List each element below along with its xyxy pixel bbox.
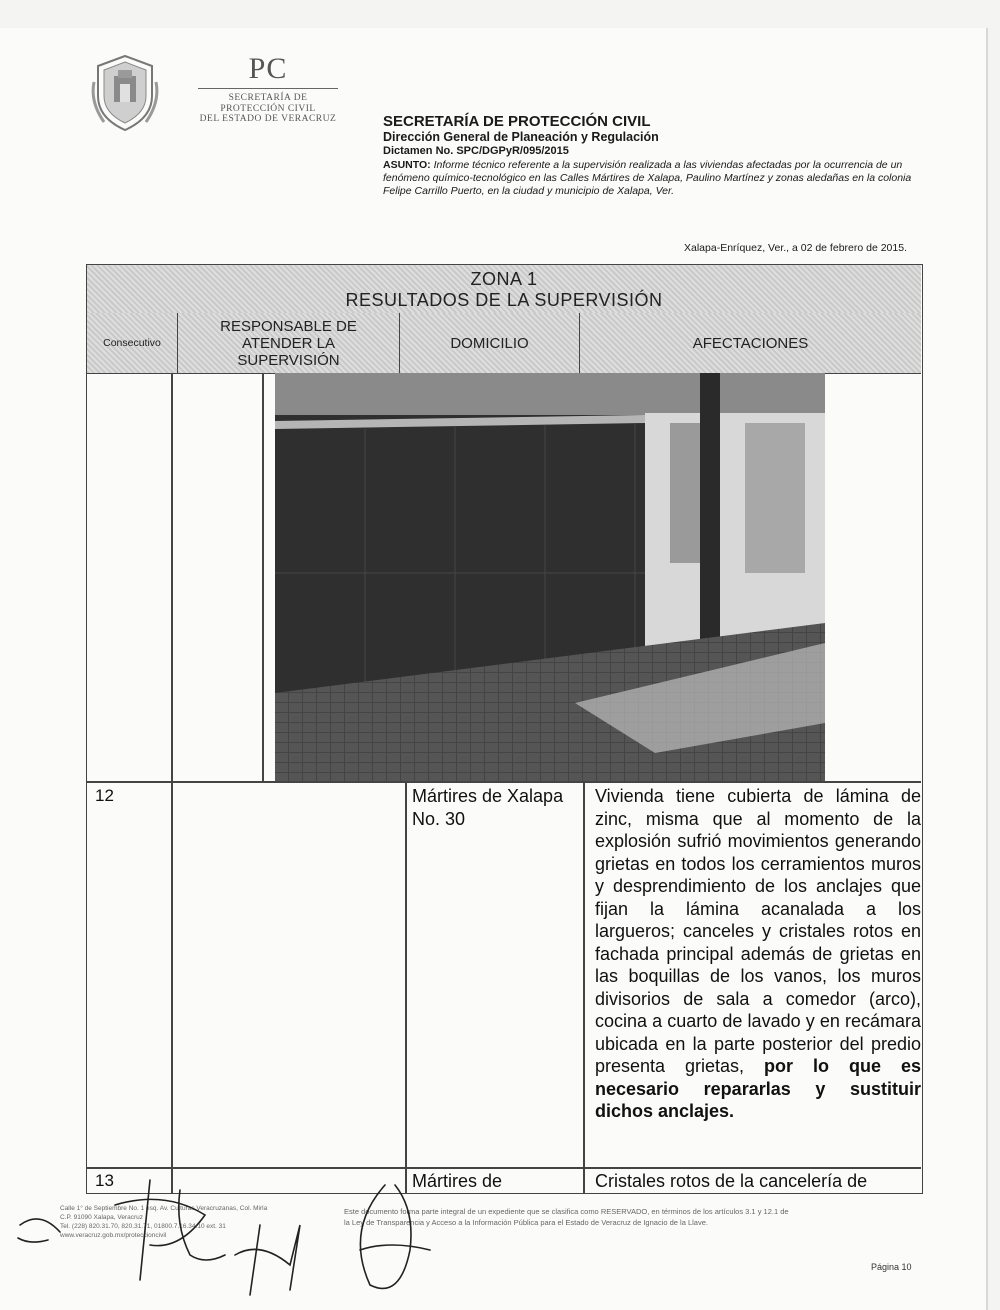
zona-title: ZONA 1 (470, 269, 538, 289)
col-consecutivo: Consecutivo (87, 313, 178, 373)
asunto-paragraph (383, 159, 923, 198)
col-domicilio: DOMICILIO (400, 313, 580, 373)
results-subtitle: RESULTADOS DE LA SUPERVISIÓN (345, 290, 663, 310)
footer-address-line: C.P. 91090 Xalapa, Veracruz (60, 1214, 143, 1221)
row-12-domicilio: Mártires de Xalapa No. 30 (412, 786, 564, 829)
results-table (86, 264, 923, 1194)
row-13-domicilio: Mártires de (412, 1171, 503, 1191)
dictamen-number: Dictamen No. SPC/DGPyR/095/2015 (383, 145, 569, 157)
asunto-label: ASUNTO: (383, 159, 431, 171)
pc-logo (188, 52, 348, 125)
footer-address-line: Tel. (228) 820.31.70, 820.31.71, 01800.7.16.34.10 ext. 31 (60, 1223, 226, 1230)
footer-address-line: www.veracruz.gob.mx/proteccioncivil (60, 1232, 167, 1239)
document-header (383, 113, 923, 198)
row-12-consecutivo: 12 (95, 786, 114, 805)
footer-address-line: Calle 1° de Septiembre No. 1 esq. Av. Culturas Veracruzanas, Col. Mirla (60, 1205, 268, 1212)
damage-photo (275, 373, 825, 781)
footer-address (60, 1204, 330, 1240)
row-12-afectaciones-bold: por lo que es necesario repararlas y sustituir dichos anclajes. (595, 1056, 921, 1121)
pc-logo-line: DEL ESTADO DE VERACRUZ (199, 114, 337, 124)
row-13-afectaciones: Cristales rotos de la cancelería de (595, 1171, 868, 1191)
document-date: Xalapa-Enríquez, Ver., a 02 de febrero de 2015. (684, 242, 907, 254)
direccion-line: Dirección General de Planeación y Regulación (383, 130, 659, 144)
page-number: Página 10 (871, 1262, 912, 1272)
row-12-afectaciones (595, 785, 921, 1123)
col-afectaciones: AFECTACIONES (580, 313, 921, 373)
pc-logo-line: PROTECCIÓN CIVIL (220, 103, 316, 114)
pc-logo-abbrev: PC (248, 52, 288, 85)
veracruz-seal-icon (90, 52, 160, 134)
asunto-text: Informe técnico referente a la supervisión realizada a las viviendas afectadas por la ocurrencia de un fenómeno químico-tecnológico en las Calles Mártires de Xalapa, Paulino Martínez y zonas aledañas en la colonia Felipe Carrillo Puerto, en la ciudad y municipio de Xalapa, Ver. (383, 159, 912, 197)
row-12-afectaciones-text: Vivienda tiene cubierta de lámina de zinc, misma que al momento de la explosión sufrió movimientos generando grietas en todos los cerramientos muros y desprendimiento de los anclajes que fijan la lámina acanalada a los largueros; canceles y cristales rotos en fachada principal además de grietas en las boquillas de los vanos, los muros divisorios de sala a comedor (arco), cocina a cuarto de lavado y en recámara ubicada en la parte posterior del predio presenta grietas, (595, 786, 921, 1076)
column-header-row (87, 313, 921, 374)
zona-header (87, 265, 921, 314)
pc-logo-line: SECRETARÍA DE (228, 93, 308, 103)
footer-confidentiality-notice: Este documento forma parte integral de un expediente que se clasifica como RESERVADO, en términos de los artículos 3.1 y 12.1 de la Ley de Transparencia y Acceso a la Información Pública para el Estado de Veracruz de Ignacio de la Llave. (344, 1207, 789, 1227)
secretaria-title: SECRETARÍA DE PROTECCIÓN CIVIL (383, 113, 651, 130)
col-responsable: RESPONSABLE DE ATENDER LA SUPERVISIÓN (178, 313, 400, 373)
row-13-consecutivo: 13 (95, 1171, 114, 1190)
